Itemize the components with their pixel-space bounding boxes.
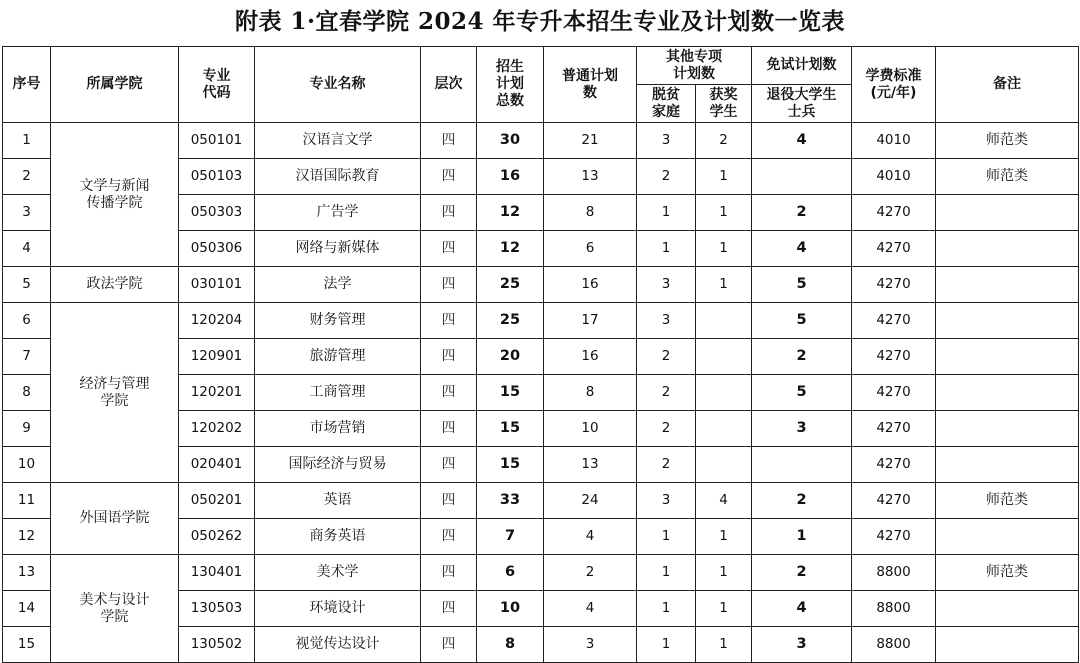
cell-seq: 8 — [3, 375, 51, 411]
cell-regular: 16 — [544, 267, 637, 303]
cell-poverty: 2 — [637, 339, 696, 375]
cell-award — [696, 339, 752, 375]
cell-fee: 8800 — [852, 627, 936, 663]
cell-note — [936, 339, 1079, 375]
cell-veteran: 2 — [752, 339, 852, 375]
cell-level: 四 — [421, 519, 477, 555]
cell-award: 4 — [696, 483, 752, 519]
cell-veteran: 2 — [752, 195, 852, 231]
cell-code: 120901 — [179, 339, 255, 375]
cell-total: 7 — [477, 519, 544, 555]
cell-seq: 14 — [3, 591, 51, 627]
cell-level: 四 — [421, 303, 477, 339]
cell-award: 1 — [696, 519, 752, 555]
document-title: 附表 1·宜春学院 2024 年专升本招生专业及计划数一览表 — [234, 8, 846, 35]
cell-total: 25 — [477, 267, 544, 303]
cell-poverty: 1 — [637, 555, 696, 591]
cell-poverty: 1 — [637, 195, 696, 231]
cell-level: 四 — [421, 627, 477, 663]
cell-poverty: 1 — [637, 627, 696, 663]
cell-regular: 8 — [544, 375, 637, 411]
cell-total: 10 — [477, 591, 544, 627]
cell-poverty: 3 — [637, 267, 696, 303]
cell-fee: 4270 — [852, 519, 936, 555]
cell-major: 网络与新媒体 — [255, 231, 421, 267]
header-fee: 学费标准 (元/年) — [852, 47, 936, 123]
cell-total: 12 — [477, 231, 544, 267]
cell-note — [936, 375, 1079, 411]
cell-major: 英语 — [255, 483, 421, 519]
cell-note: 师范类 — [936, 159, 1079, 195]
cell-college — [51, 555, 179, 663]
cell-major: 视觉传达设计 — [255, 627, 421, 663]
cell-total: 25 — [477, 303, 544, 339]
table-row — [3, 555, 1079, 591]
cell-fee: 4010 — [852, 123, 936, 159]
table-header — [3, 47, 1079, 123]
cell-veteran: 4 — [752, 591, 852, 627]
header-special-group: 其他专项 计划数 — [637, 47, 752, 85]
cell-regular: 4 — [544, 591, 637, 627]
cell-major: 广告学 — [255, 195, 421, 231]
cell-fee: 4010 — [852, 159, 936, 195]
header-poverty: 脱贫 家庭 — [637, 85, 696, 123]
cell-total: 6 — [477, 555, 544, 591]
cell-major: 美术学 — [255, 555, 421, 591]
cell-major: 市场营销 — [255, 411, 421, 447]
cell-veteran — [752, 447, 852, 483]
cell-regular: 13 — [544, 159, 637, 195]
cell-seq: 11 — [3, 483, 51, 519]
cell-fee: 4270 — [852, 339, 936, 375]
cell-poverty: 2 — [637, 447, 696, 483]
cell-note: 师范类 — [936, 555, 1079, 591]
cell-regular: 8 — [544, 195, 637, 231]
cell-fee: 8800 — [852, 555, 936, 591]
cell-college — [51, 123, 179, 267]
cell-level: 四 — [421, 411, 477, 447]
cell-regular: 3 — [544, 627, 637, 663]
cell-level: 四 — [421, 483, 477, 519]
cell-fee: 4270 — [852, 267, 936, 303]
cell-fee: 4270 — [852, 483, 936, 519]
cell-total: 16 — [477, 159, 544, 195]
cell-major: 汉语言文学 — [255, 123, 421, 159]
header-college: 所属学院 — [51, 47, 179, 123]
cell-seq: 13 — [3, 555, 51, 591]
header-major: 专业名称 — [255, 47, 421, 123]
cell-veteran: 4 — [752, 123, 852, 159]
college-name-line: 政法学院 — [86, 276, 143, 292]
cell-poverty: 2 — [637, 411, 696, 447]
cell-poverty: 2 — [637, 375, 696, 411]
cell-level: 四 — [421, 555, 477, 591]
cell-note — [936, 591, 1079, 627]
cell-level: 四 — [421, 375, 477, 411]
cell-level: 四 — [421, 195, 477, 231]
cell-level: 四 — [421, 267, 477, 303]
college-name-line: 学院 — [100, 608, 129, 625]
cell-total: 15 — [477, 375, 544, 411]
header-award: 获奖 学生 — [696, 85, 752, 123]
cell-veteran: 5 — [752, 267, 852, 303]
cell-fee: 4270 — [852, 195, 936, 231]
cell-level: 四 — [421, 231, 477, 267]
cell-veteran — [752, 159, 852, 195]
cell-fee: 4270 — [852, 231, 936, 267]
cell-seq: 15 — [3, 627, 51, 663]
cell-veteran: 3 — [752, 627, 852, 663]
cell-award — [696, 375, 752, 411]
cell-code: 050103 — [179, 159, 255, 195]
cell-code: 120202 — [179, 411, 255, 447]
cell-poverty: 3 — [637, 123, 696, 159]
cell-note — [936, 195, 1079, 231]
cell-college — [51, 483, 179, 555]
cell-poverty: 3 — [637, 483, 696, 519]
cell-fee: 4270 — [852, 303, 936, 339]
cell-fee: 4270 — [852, 375, 936, 411]
cell-seq: 6 — [3, 303, 51, 339]
cell-poverty: 1 — [637, 231, 696, 267]
cell-regular: 24 — [544, 483, 637, 519]
cell-seq: 3 — [3, 195, 51, 231]
cell-code: 050303 — [179, 195, 255, 231]
cell-award — [696, 411, 752, 447]
cell-code: 050262 — [179, 519, 255, 555]
cell-seq: 12 — [3, 519, 51, 555]
cell-major: 国际经济与贸易 — [255, 447, 421, 483]
header-level: 层次 — [421, 47, 477, 123]
cell-seq: 7 — [3, 339, 51, 375]
cell-level: 四 — [421, 591, 477, 627]
cell-regular: 13 — [544, 447, 637, 483]
college-name-line: 外国语学院 — [79, 510, 150, 526]
cell-total: 8 — [477, 627, 544, 663]
header-total: 招生 计划 总数 — [477, 47, 544, 123]
cell-major: 环境设计 — [255, 591, 421, 627]
cell-award: 1 — [696, 627, 752, 663]
cell-major: 财务管理 — [255, 303, 421, 339]
cell-major: 汉语国际教育 — [255, 159, 421, 195]
cell-seq: 5 — [3, 267, 51, 303]
cell-veteran: 5 — [752, 375, 852, 411]
cell-award: 2 — [696, 123, 752, 159]
cell-seq: 1 — [3, 123, 51, 159]
cell-veteran: 4 — [752, 231, 852, 267]
cell-award: 1 — [696, 555, 752, 591]
cell-total: 33 — [477, 483, 544, 519]
cell-note — [936, 627, 1079, 663]
cell-fee: 4270 — [852, 411, 936, 447]
cell-veteran: 1 — [752, 519, 852, 555]
cell-veteran: 2 — [752, 483, 852, 519]
cell-code: 120204 — [179, 303, 255, 339]
cell-award — [696, 447, 752, 483]
cell-regular: 10 — [544, 411, 637, 447]
cell-seq: 2 — [3, 159, 51, 195]
cell-poverty: 2 — [637, 159, 696, 195]
header-code: 专业 代码 — [179, 47, 255, 123]
cell-note — [936, 231, 1079, 267]
cell-award: 1 — [696, 159, 752, 195]
table-row — [3, 483, 1079, 519]
cell-award: 1 — [696, 195, 752, 231]
table-row — [3, 123, 1079, 159]
cell-note: 师范类 — [936, 123, 1079, 159]
cell-note — [936, 303, 1079, 339]
cell-poverty: 1 — [637, 519, 696, 555]
cell-code: 030101 — [179, 267, 255, 303]
header-seq: 序号 — [3, 47, 51, 123]
cell-award: 1 — [696, 231, 752, 267]
header-veteran: 退役大学生 士兵 — [752, 85, 852, 123]
cell-award: 1 — [696, 267, 752, 303]
table-row — [3, 303, 1079, 339]
cell-major: 工商管理 — [255, 375, 421, 411]
header-note: 备注 — [936, 47, 1079, 123]
cell-seq: 10 — [3, 447, 51, 483]
header-exempt-group: 免试计划数 — [752, 47, 852, 85]
cell-code: 050101 — [179, 123, 255, 159]
cell-code: 050201 — [179, 483, 255, 519]
cell-poverty: 3 — [637, 303, 696, 339]
cell-seq: 9 — [3, 411, 51, 447]
cell-college — [51, 303, 179, 483]
cell-level: 四 — [421, 447, 477, 483]
cell-total: 15 — [477, 411, 544, 447]
cell-regular: 17 — [544, 303, 637, 339]
cell-total: 30 — [477, 123, 544, 159]
cell-total: 20 — [477, 339, 544, 375]
cell-fee: 4270 — [852, 447, 936, 483]
cell-veteran: 3 — [752, 411, 852, 447]
college-name-line: 学院 — [100, 392, 129, 409]
cell-college — [51, 267, 179, 303]
cell-seq: 4 — [3, 231, 51, 267]
cell-level: 四 — [421, 159, 477, 195]
cell-fee: 8800 — [852, 591, 936, 627]
cell-code: 130503 — [179, 591, 255, 627]
cell-regular: 4 — [544, 519, 637, 555]
cell-total: 12 — [477, 195, 544, 231]
cell-poverty: 1 — [637, 591, 696, 627]
cell-regular: 6 — [544, 231, 637, 267]
cell-major: 商务英语 — [255, 519, 421, 555]
cell-note — [936, 411, 1079, 447]
college-name-line: 经济与管理 — [79, 375, 150, 392]
cell-code: 050306 — [179, 231, 255, 267]
cell-level: 四 — [421, 123, 477, 159]
cell-regular: 21 — [544, 123, 637, 159]
cell-code: 130502 — [179, 627, 255, 663]
cell-regular: 16 — [544, 339, 637, 375]
enrollment-plan-table — [2, 46, 1079, 663]
cell-note — [936, 267, 1079, 303]
cell-note — [936, 519, 1079, 555]
cell-code: 130401 — [179, 555, 255, 591]
cell-veteran: 2 — [752, 555, 852, 591]
header-regular: 普通计划 数 — [544, 47, 637, 123]
college-name-line: 传播学院 — [86, 194, 143, 211]
cell-award: 1 — [696, 591, 752, 627]
cell-total: 15 — [477, 447, 544, 483]
cell-code: 020401 — [179, 447, 255, 483]
cell-code: 120201 — [179, 375, 255, 411]
cell-major: 旅游管理 — [255, 339, 421, 375]
cell-note: 师范类 — [936, 483, 1079, 519]
cell-regular: 2 — [544, 555, 637, 591]
college-name-line: 文学与新闻 — [79, 177, 150, 194]
table-row — [3, 267, 1079, 303]
college-name-line: 美术与设计 — [79, 591, 150, 608]
cell-note — [936, 447, 1079, 483]
cell-veteran: 5 — [752, 303, 852, 339]
cell-level: 四 — [421, 339, 477, 375]
cell-major: 法学 — [255, 267, 421, 303]
table-body — [3, 123, 1079, 663]
cell-award — [696, 303, 752, 339]
